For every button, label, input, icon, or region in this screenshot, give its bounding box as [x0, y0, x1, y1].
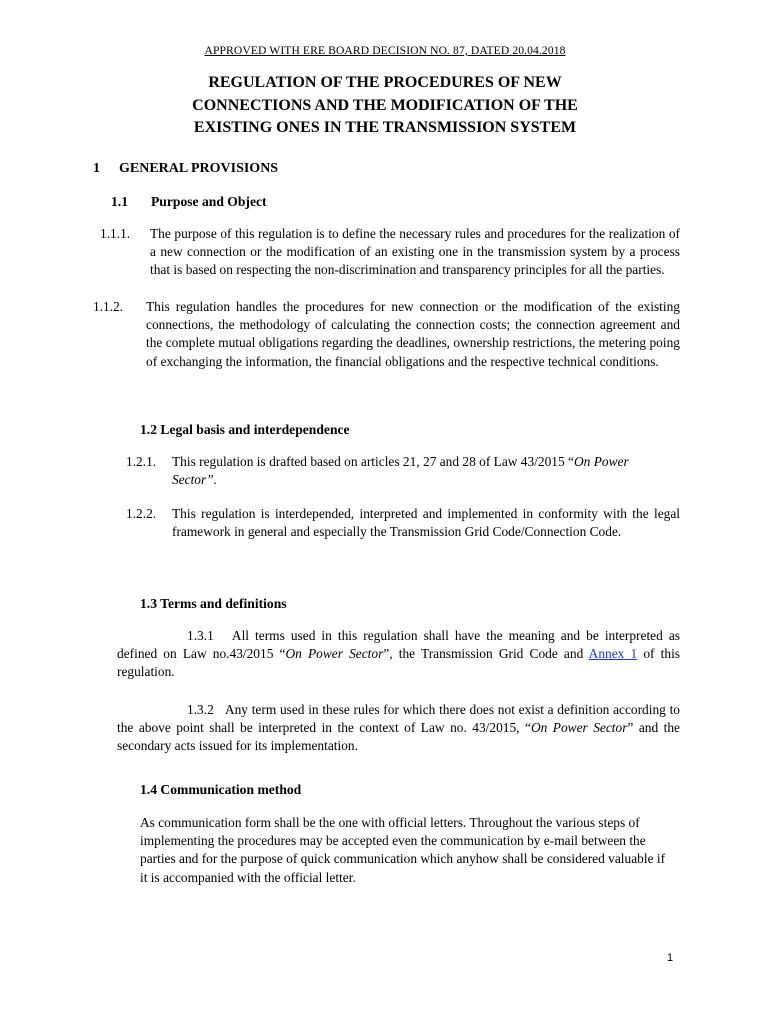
- section-title: GENERAL PROVISIONS: [119, 161, 279, 176]
- clause-1-1-1: [100, 225, 680, 280]
- clause-text-a: All terms used in this regulation shall have the meaning and be interpreted as defined on Law no.43/2015 “: [117, 628, 681, 662]
- subsection-1-1-heading: [111, 193, 267, 211]
- clause-text: The purpose of this regulation is to define the necessary rules and procedures for the realization of a new connection or the modification of an existing one in the transmission system by a process that is based on respecting the non-discrimination and transparency principles for all the parties.: [150, 226, 680, 278]
- subsection-number: 1.1: [111, 194, 128, 209]
- subsection-1-2-heading: 1.2 Legal basis and interdependence: [140, 422, 350, 437]
- clause-1-2-2: [126, 505, 680, 541]
- approval-header: APPROVED WITH ERE BOARD DECISION NO. 87, DATED 20.04.2018: [204, 44, 566, 57]
- law-title-italic: On Power Sector”.: [172, 454, 629, 488]
- annex-1-link[interactable]: Annex 1: [588, 646, 638, 662]
- title-line-3: EXISTING ONES IN THE TRANSMISSION SYSTEM: [193, 119, 577, 136]
- clause-text: [172, 453, 680, 489]
- law-title-italic: On Power Sector: [285, 646, 384, 662]
- clause-number: 1.3.2: [187, 702, 214, 717]
- document-title: [0, 72, 770, 140]
- clause-1-3-2: [117, 701, 680, 756]
- section-number: 1: [93, 161, 100, 176]
- clause-text-c: of this regulation.: [117, 646, 681, 680]
- page-number: 1: [667, 952, 674, 964]
- clause-text: This regulation is interdepended, interpreted and implemented in conformity with the legal framework in general and especially the Transmission Grid Code/Connection Code.: [172, 506, 680, 540]
- subsection-1-3-heading: 1.3 Terms and definitions: [140, 596, 287, 611]
- clause-text-b: ”, the Transmission Grid Code and: [383, 646, 589, 662]
- communication-paragraph: As communication form shall be the one with official letters. Throughout the various steps of implementing the procedures may be accepted even the communication by e-mail between the parties and for the purpose of quick communication which anyhow shall be considered valuable if it is accompanied with the official letter.: [140, 815, 666, 885]
- clause-text-plain: This regulation is drafted based on articles 21, 27 and 28 of Law 43/2015 “: [172, 454, 574, 469]
- law-title-italic: On Power Sector: [530, 720, 628, 736]
- clause-number: 1.3.1: [187, 628, 214, 643]
- title-line-1: REGULATION OF THE PROCEDURES OF NEW: [208, 74, 562, 91]
- clause-number: 1.2.1.: [126, 454, 157, 469]
- clause-number: 1.2.2.: [126, 506, 157, 521]
- clause-1-3-1: [117, 627, 680, 682]
- clause-text-b: ” and the secondary acts issued for its implementation.: [117, 720, 680, 754]
- clause-text-a: Any term used in these rules for which there does not exist a definition according to the above point shall be interpreted in the context of Law no. 43/2015, “: [117, 702, 680, 736]
- clause-1-2-1: [126, 453, 680, 489]
- section-1-heading: [93, 160, 278, 178]
- clause-number: 1.1.1.: [100, 226, 131, 241]
- subsection-1-4-heading: 1.4 Communication method: [140, 782, 302, 797]
- clause-number: 1.1.2.: [93, 299, 124, 314]
- subsection-title: Purpose and Object: [151, 194, 267, 209]
- clause-1-1-2: [93, 298, 680, 371]
- clause-text: This regulation handles the procedures for new connection or the modification of the existing connections, the methodology of calculating the connection costs; the connection agreement and the complete mutual obligations regarding the deadlines, ownership restrictions, the metering poing of exchanging the information, the financial obligations and the respective technical conditions.: [146, 299, 680, 369]
- title-line-2: CONNECTIONS AND THE MODIFICATION OF THE: [192, 96, 578, 114]
